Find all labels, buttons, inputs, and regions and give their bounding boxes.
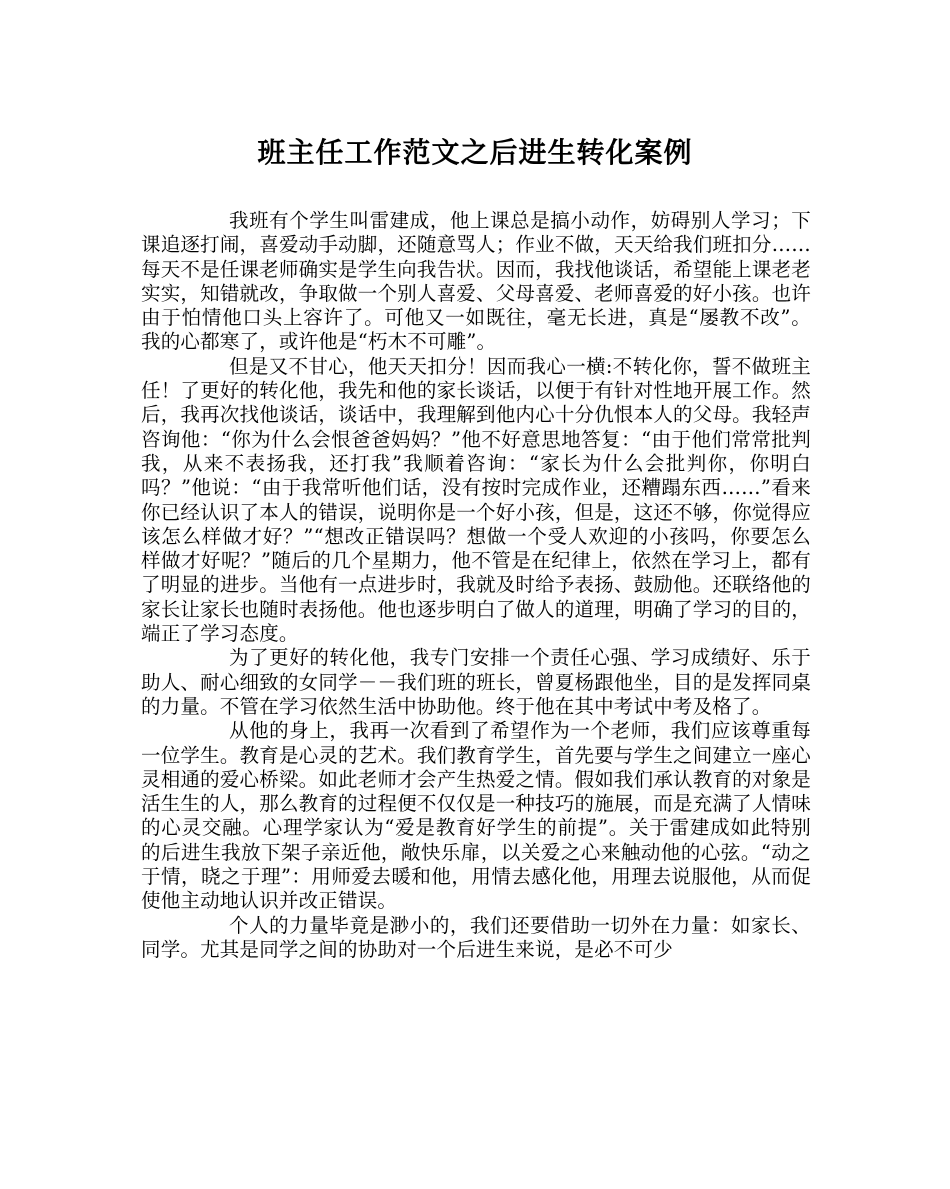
document-body <box>141 209 811 962</box>
body-paragraph: 但是又不甘心，他天天扣分！因而我心一横:不转化你，誓不做班主任！了更好的转化他，我先和他的家长谈话，以便于有针对性地开展工作。然后，我再次找他谈话，谈话中，我理解到他内心十分仇恨本人的父母。我轻声咨询他：“你为什么会恨爸爸妈妈？”他不好意思地答复：“由于他们常常批判我，从来不表扬我，还打我”我顺着咨询：“家长为什么会批判你，你明白吗？”他说：“由于我常听他们话，没有按时完成作业，还糟蹋东西……”看来你已经认识了本人的错误，说明你是一个好小孩，但是，这还不够，你觉得应该怎么样做才好？”“想改正错误吗？想做一个受人欢迎的小孩吗，你要怎么样做才好呢？”随后的几个星期力，他不管是在纪律上，依然在学习上，都有了明显的进步。当他有一点进步时，我就及时给予表扬、鼓励他。还联络他的家长让家长也随时表扬他。他也逐步明白了做人的道理，明确了学习的目的，端正了学习态度。 <box>141 354 811 646</box>
body-paragraph: 我班有个学生叫雷建成，他上课总是搞小动作，妨碍别人学习；下课追逐打闹，喜爱动手动脚，还随意骂人；作业不做，天天给我们班扣分……每天不是任课老师确实是学生向我告状。因而，我找他谈话，希望能上课老老实实，知错就改，争取做一个别人喜爱、父母喜爱、老师喜爱的好小孩。也许由于怕情他口头上容许了。可他又一如既往，毫无长进，真是“屡教不改”。我的心都寒了，或许他是“朽木不可雕”。 <box>141 209 811 354</box>
body-paragraph: 个人的力量毕竟是渺小的，我们还要借助一切外在力量：如家长、同学。尤其是同学之间的协助对一个后进生来说，是必不可少 <box>141 913 811 961</box>
document-title: 班主任工作范文之后进生转化案例 <box>257 136 693 169</box>
body-paragraph: 为了更好的转化他，我专门安排一个责任心强、学习成绩好、乐于助人、耐心细致的女同学－－我们班的班长，曾夏杨跟他坐，目的是发挥同桌的力量。不管在学习依然生活中协助他。终于他在其中考试中考及格了。 <box>141 646 811 718</box>
body-paragraph: 从他的身上，我再一次看到了希望作为一个老师，我们应该尊重每一位学生。教育是心灵的艺术。我们教育学生，首先要与学生之间建立一座心灵相通的爱心桥梁。如此老师才会产生热爱之情。假如我们承认教育的对象是活生生的人，那么教育的过程便不仅仅是一种技巧的施展，而是充满了人情味的心灵交融。心理学家认为“爱是教育好学生的前提”。关于雷建成如此特别的后进生我放下架子亲近他，敞快乐扉，以关爱之心来触动他的心弦。“动之于情，晓之于理”：用师爱去暖和他，用情去感化他，用理去说服他，从而促使他主动地认识并改正错误。 <box>141 719 811 913</box>
